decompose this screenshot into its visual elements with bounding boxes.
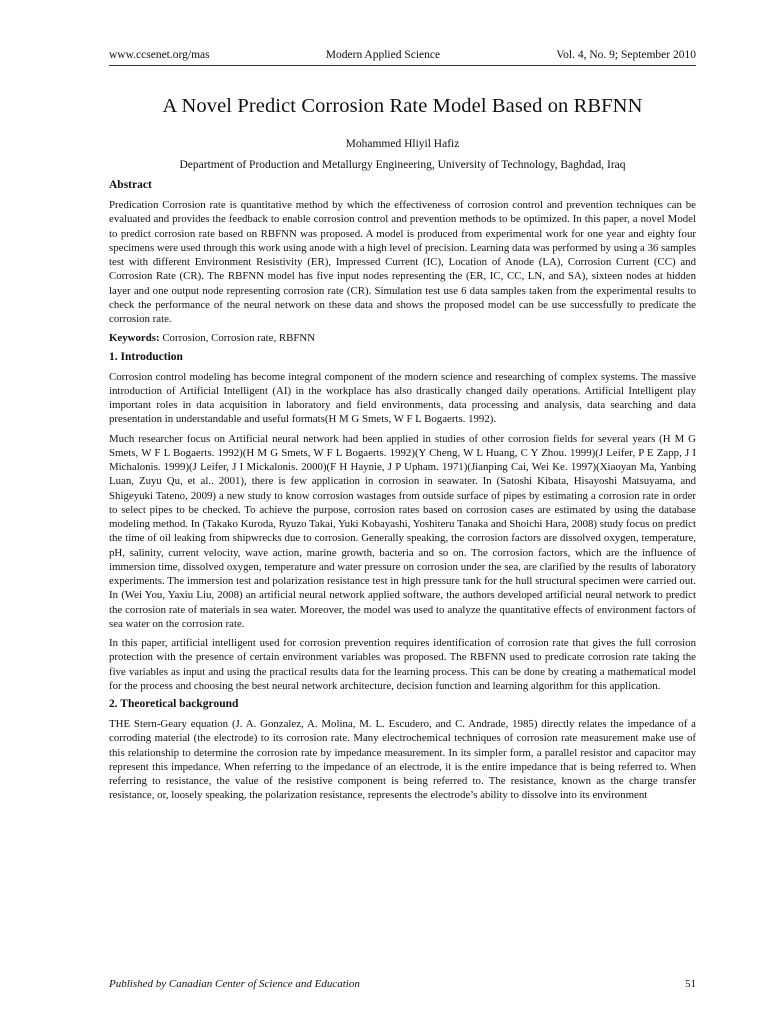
keywords-line: [109, 331, 696, 345]
keywords-text: Corrosion, Corrosion rate, RBFNN: [162, 332, 316, 345]
page-footer: [109, 978, 696, 990]
running-header: [109, 49, 696, 66]
introduction-heading: 1. Introduction: [109, 350, 183, 363]
paper-title: A Novel Predict Corrosion Rate Model Based on RBFNN: [162, 95, 643, 117]
introduction-paragraph-3: In this paper, artificial intelligent used for corrosion prevention requires identification of corrosion rate that gives the full corrosion protection with the presence of certain environment variables was proposed. The RBFNN used to predicate corrosion rate taking the five variables as input and using the practical results data for the learning process. This can be done by creating a mathematical model for the process and choosing the best neural network architecture, decision function and learning algorithm for this application.: [109, 637, 696, 692]
footer-publisher: Published by Canadian Center of Science and Education: [109, 978, 360, 990]
author-affiliation: Department of Production and Metallurgy Engineering, University of Technology, Baghdad, Iraq: [179, 159, 626, 171]
header-journal: Modern Applied Science: [325, 49, 441, 61]
page-number: 51: [685, 978, 696, 990]
abstract-heading: Abstract: [109, 179, 152, 191]
introduction-paragraph-2: Much researcher focus on Artificial neural network had been applied in studies of other corrosion fields for several years (H M G Smets, W F L Bogaerts. 1992)(H M G Smets, W F L Bogaerts. 1992)(Y Cheng, W L Huang, C Y Zhou. 1999)(J Leifer, P E Zapp, J I Michalonis. 1999)(J Leifer, J I Mickalonis. 2000)(F H Haynie, J P Upham. 1971)(Jianping Cai, Wei Ke. 1997)(Xiaoyan Ma, Yanbing Luan, Zuyu Qu, et al.. 2001), there is few application in corrosion in seawater. In (Satoshi Kibata, Hisayoshi Matsuyama, and Shigeyuki Tateno, 2009) a new study to know corrosion wastages from outside surface of pipes by estimating a corrosion rate in order to select pipes to be checked. To achieve the purpose, corrosion rates based on corrosion cases are estimated by using the database modeling method. In (Takako Kuroda, Ryuzo Takai, Yuki Kobayashi, Yoshiteru Tanaka and Shoichi Hara, 2008) study focus on predict the time of oil leaking from shipwrecks due to corrosion. Generally speaking, the corrosion factors are dissolved oxygen, temperature, pH, salinity, current velocity, wave action, marine growth, bacteria and so on. The corrosion factors, which are the influence of immersion time, dissolved oxygen, temperature and water pressure on corrosion under the sea, are clarified by the results of laboratory experiments. The immersion test and polarization resistance test in high pressure tank for the hull structural specimen were carried out. In (Wei You, Yaxiu Liu, 2008) an artificial neural network applied software, the authors developed artificial neural network to predict the corrosion rate of materials in sea water. Moreover, the model was used to analyze the quantitative effects of environment factors of sea water on the corrosion rate.: [109, 432, 696, 630]
keywords-label: Keywords:: [109, 332, 160, 345]
author-name: Mohammed Hliyil Hafiz: [345, 138, 460, 150]
header-volume: Vol. 4, No. 9; September 2010: [556, 49, 696, 61]
article-body: [109, 93, 696, 807]
abstract-text: Predication Corrosion rate is quantitative method by which the effectiveness of corrosion control and prevention techniques can be evaluated and provides the feedback to enable corrosion control and prevention methods to be optimized. In this paper, a novel Model to predict corrosion rate based on RBFNN was proposed. A model is produced from experimental work for one year and eighty four specimens were used through this work using anode with a high level of precision. Learning data was performed by using a 36 samples test with different Environment Resistivity (ER), Impressed Current (IC), Location of Anode (LA), Corrosion Current (CC) and Corrosion Rate (CR). The RBFNN model has five input nodes representing the (ER, IC, CC, LN, and SA), sixteen nodes at hidden layer and one output node representing corrosion rate (CR). Simulation test use 6 data samples taken from the experimental results to check the performance of the neural network on these data and shows the proposed model can be use successfully to predicate the corrosion rate.: [109, 199, 696, 325]
introduction-paragraph-1: Corrosion control modeling has become integral component of the modern science and researching of complex systems. The massive introduction of Artificial Intelligent (AI) in the workplace has also drastically changed daily operations. Artificial Intelligent play important roles in data acquisition in laboratory and field environments, data processing and analysis, data searching and data presentation in understandable and useful formats(H M G Smets, W F L Bogaerts. 1992).: [109, 370, 696, 426]
header-url[interactable]: www.ccsenet.org/mas: [109, 49, 210, 61]
theory-paragraph-1: THE Stern-Geary equation (J. A. Gonzalez, A. Molina, M. L. Escudero, and C. Andrade, 1985) directly relates the impedance of a corroding material (the electrode) to its corrosion rate. Many electrochemical techniques of corrosion rate measurement make use of this relationship to determine the corrosion rate by impedance measurement. In its simpler form, a parallel resistor and capacitor may represent this impedance. When referring to the impedance of an electrode, it is the entire impedance that is being referred to. When referring to resistance, the value of the resistive component is being referred to. The resistance, known as the charge transfer resistance, or, loosely speaking, the polarization resistance, represents the electrode’s ability to dissolve into its environment: [109, 718, 696, 802]
theory-heading: 2. Theoretical background: [109, 698, 239, 710]
